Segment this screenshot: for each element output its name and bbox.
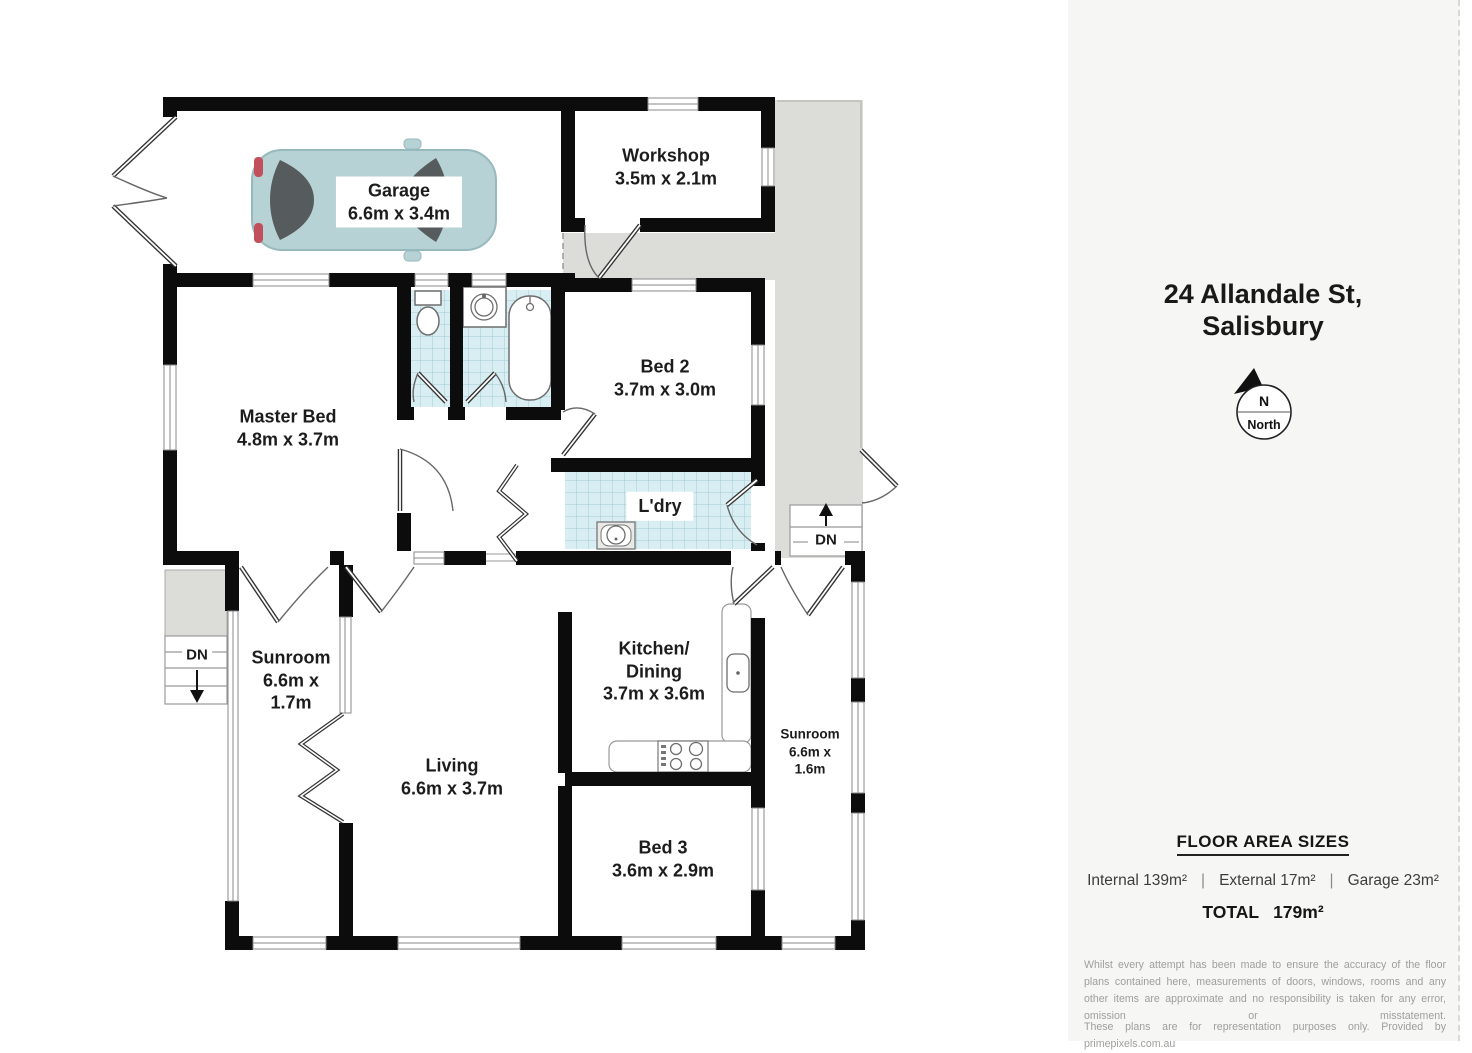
room-label-bed-3: Bed 3 3.6m x 2.9m <box>611 837 715 880</box>
room-label-living: Living 6.6m x 3.7m <box>400 755 504 798</box>
stairs-down-label-right: DN <box>811 532 841 551</box>
floor-area-values <box>1068 872 1458 890</box>
separator: | <box>1201 872 1206 889</box>
room-label-kitchen: Kitchen/ Dining 3.7m x 3.6m <box>602 638 706 704</box>
internal-area: Internal 139m² <box>1087 872 1188 889</box>
external-area: External 17m² <box>1219 872 1316 889</box>
room-label-laundry: L'dry <box>626 492 693 521</box>
compass-icon <box>1224 366 1304 452</box>
property-address: 24 Allandale St, Salisbury <box>1163 279 1363 342</box>
total-area: TOTAL 179m² <box>1202 902 1324 922</box>
laundry-tub-icon <box>597 522 635 549</box>
room-label-garage: Garage 6.6m x 3.4m <box>336 177 462 228</box>
svg-text:N: N <box>1258 393 1270 409</box>
info-panel <box>1068 0 1460 1050</box>
room-label-workshop: Workshop 3.5m x 2.1m <box>614 145 718 188</box>
provider-text: These plans are for representation purposes only. Provided by primepixels.com.au <box>1084 1020 1446 1050</box>
bifold-door-icon <box>301 714 343 822</box>
toilet-icon <box>415 291 441 305</box>
separator: | <box>1329 872 1334 889</box>
svg-text:North: North <box>1247 418 1281 432</box>
disclaimer-text: Whilst every attempt has been made to ensure the accuracy of the floor plans contained here, measurements of doors, windows, rooms and any other items are approximate and no responsibility is taken for any error, omission or misstatement. <box>1084 958 1446 1023</box>
room-label-sunroom-right: Sunroom 6.6m x 1.6m <box>780 726 840 777</box>
basin-icon <box>463 287 506 327</box>
stairs-down-label-left: DN <box>182 647 212 666</box>
room-label-sunroom-left: Sunroom 6.6m x 1.7m <box>251 647 331 713</box>
bathtub-icon <box>509 296 551 400</box>
garage-area: Garage 23m² <box>1347 872 1439 889</box>
floor-area-heading: FLOOR AREA SIZES <box>1177 832 1350 856</box>
bifold-door-icon <box>499 465 526 561</box>
room-label-master-bed: Master Bed 4.8m x 3.7m <box>236 406 340 449</box>
room-label-bed-2: Bed 2 3.7m x 3.0m <box>613 356 717 399</box>
